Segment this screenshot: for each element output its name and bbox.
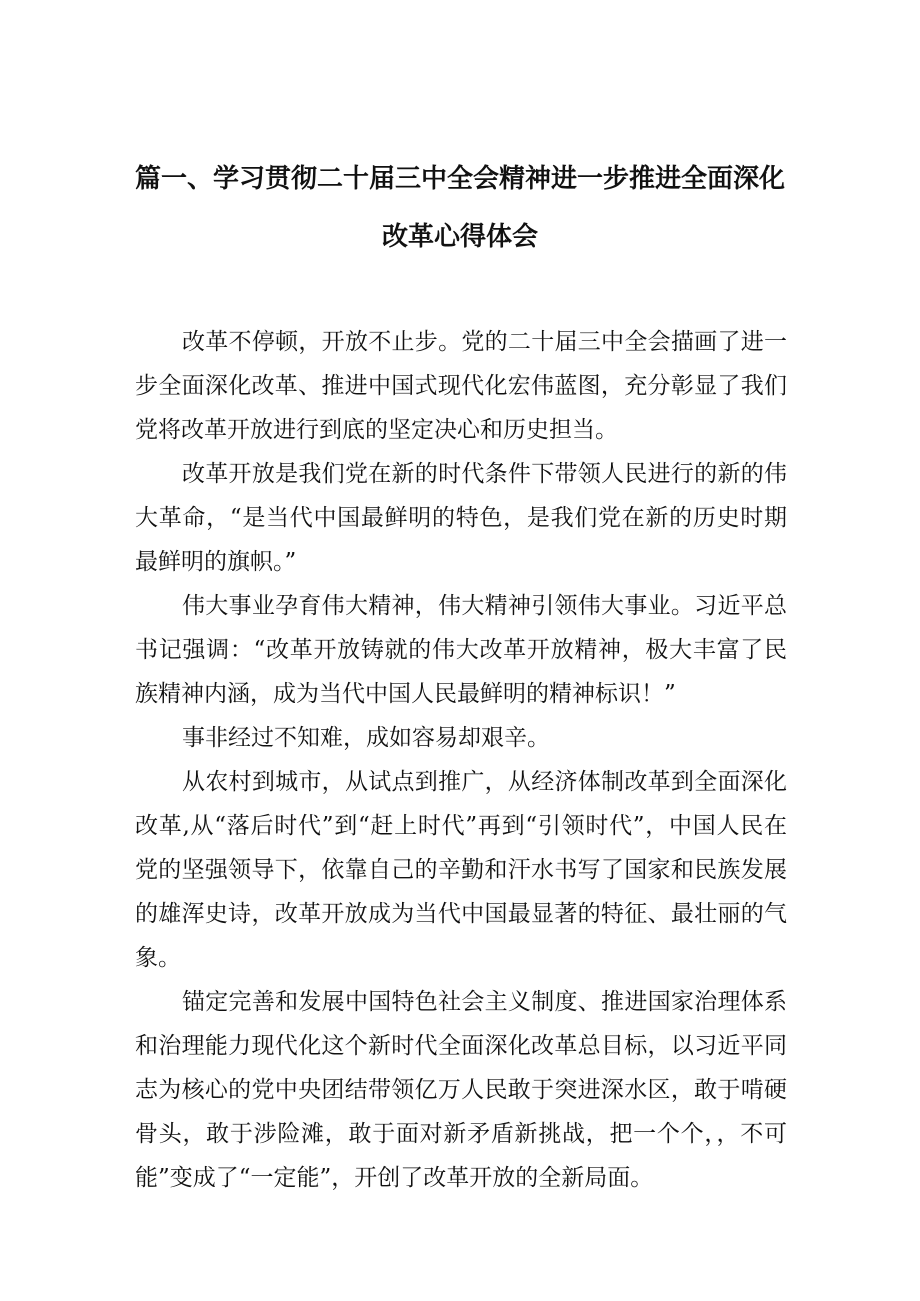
paragraph: 改革开放是我们党在新的时代条件下带领人民进行的新的伟大革命，“是当代中国最鲜明的特色，是我们党在新的历史时期最鲜明的旗帜。” (135, 461, 787, 575)
document-title-line-2: 改革心得体会 (381, 222, 538, 252)
paragraph: 伟大事业孕育伟大精神，伟大精神引领伟大事业。习近平总书记强调：“改革开放铸就的伟大改革开放精神，极大丰富了民族精神内涵，成为当代中国人民最鲜明的精神标识！” (135, 593, 787, 707)
paragraph: 事非经过不知难，成如容易却艰辛。 (182, 725, 550, 751)
paragraph: 锚定完善和发展中国特色社会主义制度、推进国家治理体系和治理能力现代化这个新时代全面深化改革总目标，以习近平同志为核心的党中央团结带领亿万人民敢于突进深水区，敢于啃硬骨头，敢于涉险滩，敢于面对新矛盾新挑战，把一个个，，不可能”变成了“一定能”，开创了改革开放的全新局面。 (135, 989, 787, 1191)
document-body (135, 320, 787, 1200)
document-title-line-1: 篇一、学习贯彻二十届三中全会精神进一步推进全面深化 (135, 164, 786, 194)
paragraph: 从农村到城市，从试点到推广，从经济体制改革到全面深化改革,从“落后时代”到“赶上时代”再到“引领时代”，中国人民在党的坚强领导下，依靠自己的辛勤和汗水书写了国家和民族发展的雄浑史诗，改革开放成为当代中国最显著的特征、最壮丽的气象。 (135, 769, 787, 971)
paragraph: 改革不停顿，开放不止步。党的二十届三中全会描画了进一步全面深化改革、推进中国式现代化宏伟蓝图，充分彰显了我们党将改革开放进行到底的坚定决心和历史担当。 (135, 329, 787, 443)
